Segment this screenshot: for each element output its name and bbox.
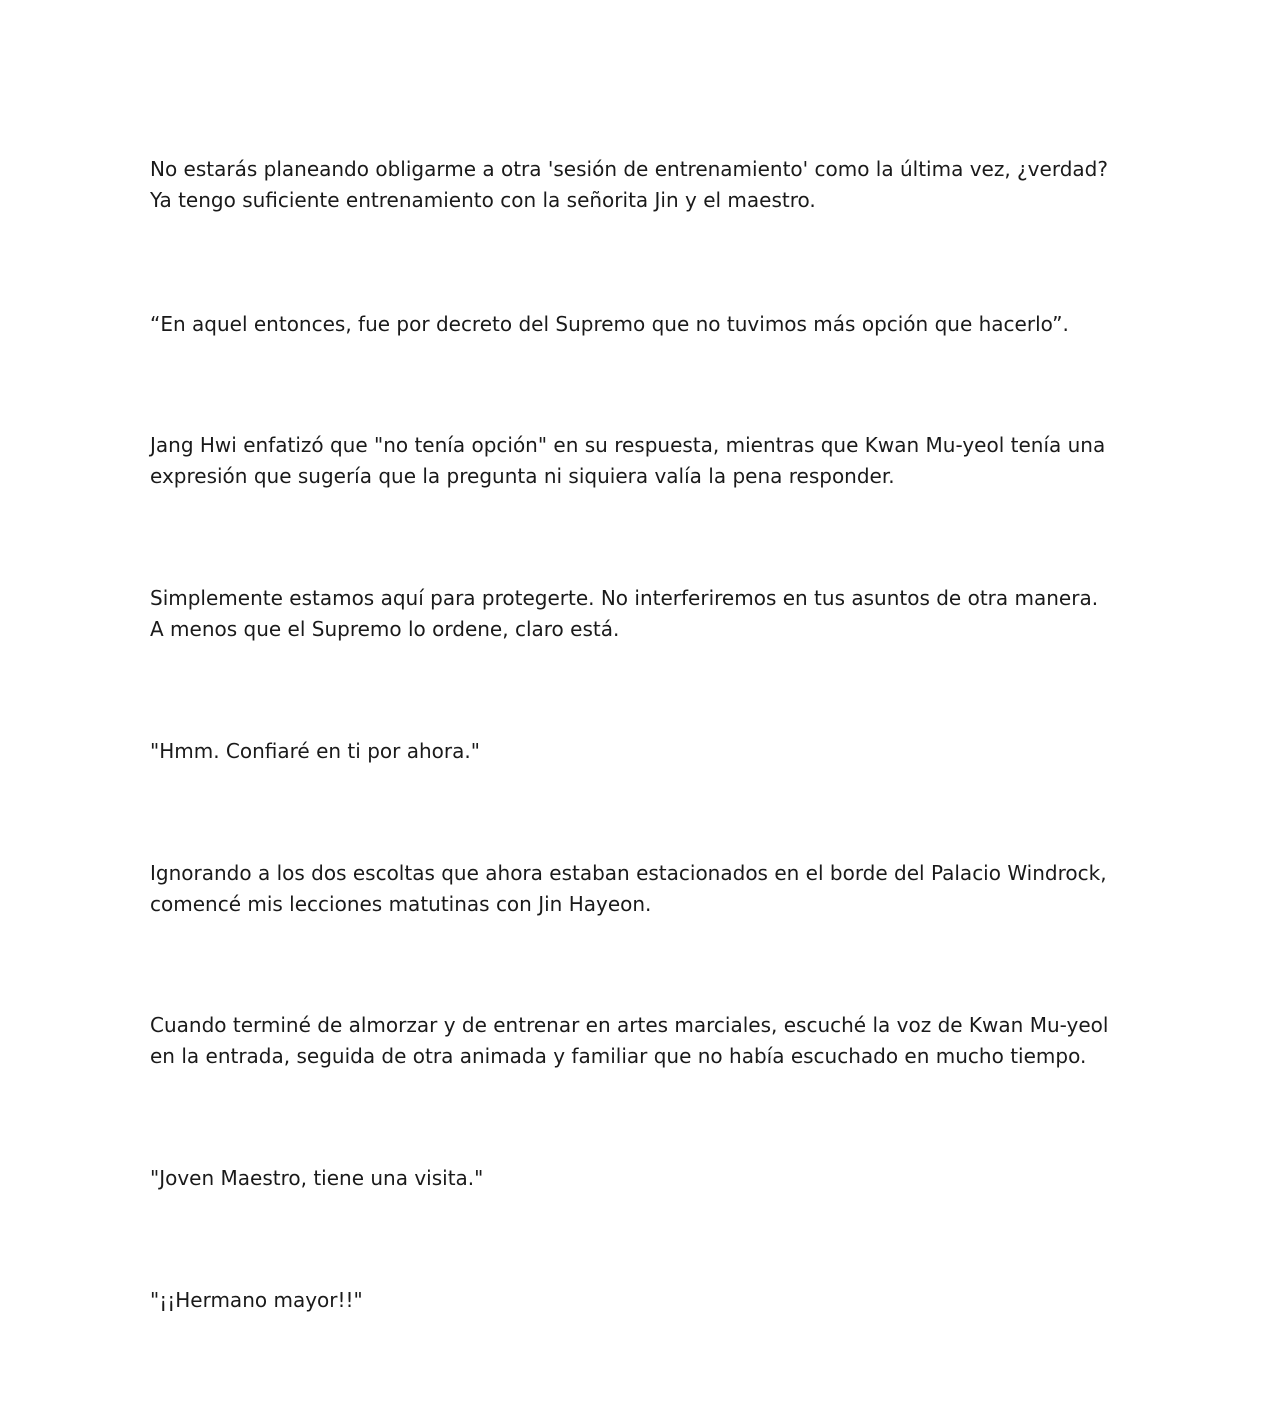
paragraph-8 (150, 1163, 1140, 1194)
paragraph-line: A menos que el Supremo lo ordene, claro está. (150, 617, 620, 641)
paragraph-line: Cuando terminé de almorzar y de entrenar en artes marciales, escuché la voz de Kwan Mu-yeol (150, 1013, 1109, 1037)
paragraph-line: No estarás planeando obligarme a otra 'sesión de entrenamiento' como la última vez, ¿verdad? (150, 157, 1108, 181)
paragraph-line: comencé mis lecciones matutinas con Jin Hayeon. (150, 892, 652, 916)
paragraph-line: Ignorando a los dos escoltas que ahora estaban estacionados en el borde del Palacio Windrock, (150, 861, 1107, 885)
paragraph-5 (150, 736, 1140, 767)
paragraph-7 (150, 1010, 1140, 1072)
paragraph-line: "Joven Maestro, tiene una visita." (150, 1166, 484, 1190)
paragraph-line: Ya tengo suficiente entrenamiento con la señorita Jin y el maestro. (150, 188, 816, 212)
paragraph-1 (150, 154, 1140, 216)
paragraph-line: en la entrada, seguida de otra animada y familiar que no había escuchado en mucho tiempo. (150, 1044, 1087, 1068)
paragraph-line: expresión que sugería que la pregunta ni siquiera valía la pena responder. (150, 464, 895, 488)
paragraph-4 (150, 583, 1140, 645)
paragraph-line: “En aquel entonces, fue por decreto del Supremo que no tuvimos más opción que hacerlo”. (150, 312, 1069, 336)
paragraph-line: "Hmm. Confiaré en ti por ahora." (150, 739, 480, 763)
paragraph-6 (150, 858, 1140, 920)
paragraph-3 (150, 430, 1140, 492)
paragraph-2 (150, 309, 1140, 340)
paragraph-line: "¡¡Hermano mayor!!" (150, 1288, 363, 1312)
paragraph-line: Simplemente estamos aquí para protegerte. No interferiremos en tus asuntos de otra manera. (150, 586, 1099, 610)
paragraph-9 (150, 1285, 1140, 1316)
paragraph-line: Jang Hwi enfatizó que "no tenía opción" en su respuesta, mientras que Kwan Mu-yeol tenía una (150, 433, 1106, 457)
